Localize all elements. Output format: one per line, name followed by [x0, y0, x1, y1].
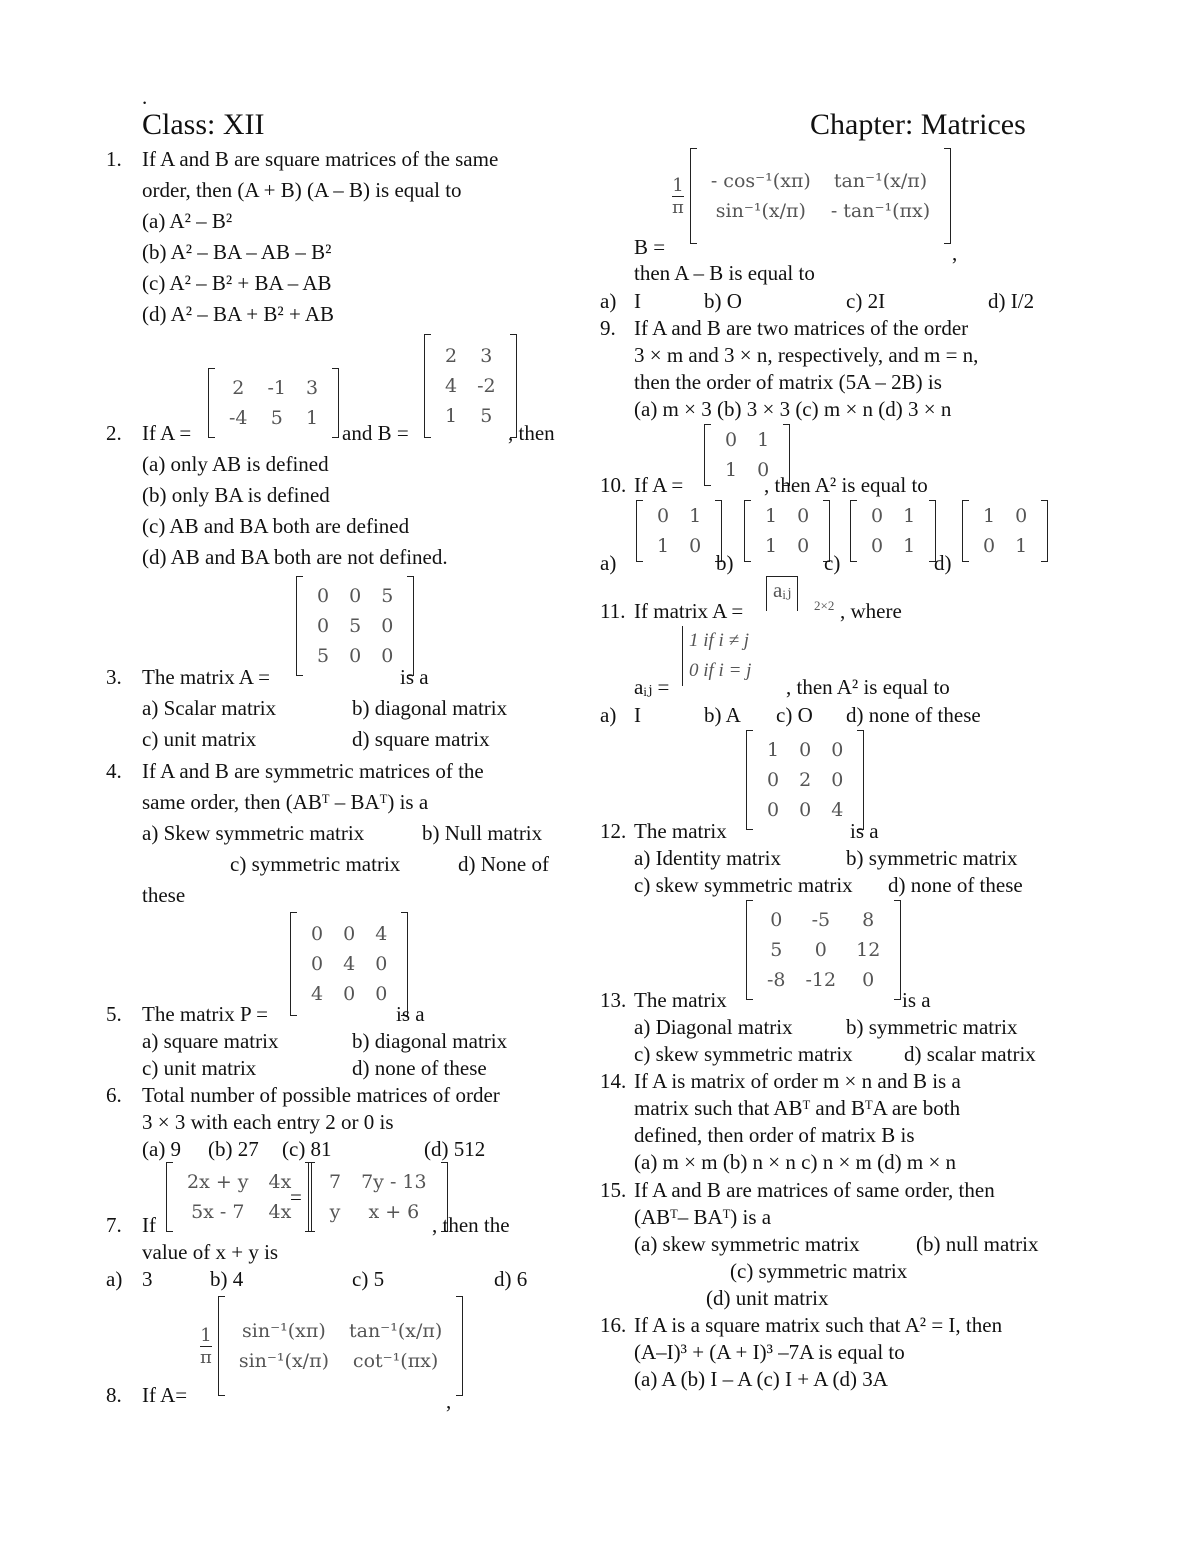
q7-suffix: , then the: [432, 1213, 510, 1237]
q4-text-1: If A and B are symmetric matrices of the: [142, 759, 484, 783]
q6-option-a: (a) 9: [142, 1137, 182, 1161]
matrix-entry: 5: [480, 405, 493, 427]
matrix-bracket: [290, 912, 297, 1016]
matrix-bracket: [218, 1296, 225, 1396]
matrix-entry: 0: [349, 645, 362, 667]
q10-prefix: If A =: [634, 473, 684, 497]
q9-options: (a) m × 3 (b) 3 × 3 (c) m × n (d) 3 × n: [634, 397, 952, 421]
q11-suffix: , where: [840, 599, 902, 623]
matrix-row: [973, 531, 1037, 561]
matrix-row: [219, 403, 328, 433]
q2-option-a: (a) only AB is defined: [142, 452, 329, 476]
q8-b-suffix: ,: [952, 241, 958, 265]
matrix-entry: 1: [657, 535, 670, 557]
q10-option-c-matrix: [850, 500, 936, 562]
q1-text-2: order, then (A + B) (A – B) is equal to: [142, 178, 462, 202]
q2-option-b: (b) only BA is defined: [142, 483, 330, 507]
matrix-row: [435, 401, 506, 431]
matrix-row: [755, 531, 819, 561]
chapter-heading: Chapter: Matrices: [810, 108, 1026, 141]
q3-option-a: a) Scalar matrix: [142, 696, 277, 720]
matrix-entry: sin⁻¹(xπ): [242, 1320, 326, 1342]
matrix-entry: 0: [862, 969, 875, 991]
matrix-entry: 1: [983, 505, 996, 527]
q11-prefix: If matrix A =: [634, 599, 744, 623]
q5-option-a: a) square matrix: [142, 1029, 279, 1053]
matrix-entry: 0: [799, 739, 812, 761]
q16-options: (a) A (b) I – A (c) I + A (d) 3A: [634, 1367, 888, 1391]
matrix-bracket: [332, 368, 339, 438]
q10-option-a-matrix: [636, 500, 722, 562]
q16-text-2: (A–I)³ + (A + I)³ –7A is equal to: [634, 1340, 905, 1364]
q15-option-c: (c) symmetric matrix: [730, 1259, 908, 1283]
matrix-entry: 4x: [268, 1201, 292, 1223]
q16-text-1: If A is a square matrix such that A² = I, then: [634, 1313, 1003, 1337]
q5-option-c: c) unit matrix: [142, 1056, 257, 1080]
q2-middle: and B =: [342, 421, 409, 445]
matrix-entry: 0: [381, 645, 394, 667]
q1-text-1: If A and B are square matrices of the same: [142, 147, 499, 171]
q8-option-b: b) O: [704, 289, 742, 313]
q5-suffix: is a: [396, 1002, 425, 1026]
q7-text-2: value of x + y is: [142, 1240, 279, 1264]
q2-suffix: , then: [508, 421, 555, 445]
matrix-row: [177, 1197, 301, 1227]
q12-option-d: d) none of these: [888, 873, 1023, 897]
q2-matrix-a: [208, 368, 339, 438]
q15-option-a: (a) skew symmetric matrix: [634, 1232, 860, 1256]
q3-matrix: [296, 576, 414, 676]
q11-suffix-2: , then A² is equal to: [786, 675, 950, 699]
matrix-entry: 0: [797, 535, 810, 557]
matrix-row: [177, 1167, 301, 1197]
matrix-entry: 1: [903, 535, 916, 557]
matrix-body: [229, 1316, 452, 1376]
q10-option-a-label: a): [600, 551, 617, 575]
matrix-entry: cot⁻¹(πx): [352, 1350, 439, 1372]
matrix-body: [755, 501, 819, 561]
matrix-entry: 0: [770, 909, 783, 931]
matrix-entry: 1: [689, 505, 702, 527]
matrix-entry: 0: [317, 585, 330, 607]
q12-prefix: The matrix: [634, 819, 727, 843]
q13-option-c: c) skew symmetric matrix: [634, 1042, 853, 1066]
matrix-scalar: π: [672, 196, 684, 218]
matrix-row: [701, 166, 940, 196]
q4-option-d-cont: these: [142, 883, 186, 907]
q8-option-c: c) 2I: [846, 289, 886, 313]
matrix-entry: 0: [725, 429, 738, 451]
q5-prefix: The matrix P =: [142, 1002, 268, 1026]
matrix-entry: 0: [757, 459, 770, 481]
matrix-entry: tan⁻¹(x/π): [833, 170, 928, 192]
q14-text-3: defined, then order of matrix B is: [634, 1123, 915, 1147]
matrix-bracket: [704, 424, 711, 486]
q2-prefix: If A =: [142, 421, 192, 445]
q11-option-c: c) O: [776, 703, 813, 727]
q15-number: 15.: [600, 1178, 627, 1202]
q2-matrix-b: [424, 334, 517, 438]
q4-text-2: same order, then (ABᵀ – BAᵀ) is a: [142, 790, 429, 814]
q1-option-b: (b) A² – BA – AB – B²: [142, 240, 332, 264]
matrix-row: [757, 905, 890, 935]
matrix-row: [757, 965, 890, 995]
matrix-entry: 0: [375, 983, 388, 1005]
matrix-entry: 4: [445, 375, 458, 397]
matrix-body: [861, 501, 925, 561]
q4-option-a: a) Skew symmetric matrix: [142, 821, 365, 845]
matrix-entry: 0: [799, 799, 812, 821]
matrix-entry: 7y - 13: [361, 1171, 427, 1193]
matrix-body: [701, 166, 940, 226]
q7-option-c: c) 5: [352, 1267, 385, 1291]
q11-option-d: d) none of these: [846, 703, 981, 727]
matrix-entry: 4x: [268, 1171, 292, 1193]
q1-number: 1.: [106, 147, 122, 171]
matrix-bracket: [407, 576, 414, 676]
q6-option-b: (b) 27: [208, 1137, 259, 1161]
matrix-body: [647, 501, 711, 561]
matrix-row: [757, 935, 890, 965]
q14-text-1: If A is matrix of order m × n and B is a: [634, 1069, 961, 1093]
matrix-body: [307, 581, 403, 671]
q11-aij: aᵢⱼ: [766, 576, 798, 611]
q3-option-b: b) diagonal matrix: [352, 696, 508, 720]
matrix-entry: x + 6: [368, 1201, 420, 1223]
matrix-scalar: 1: [672, 174, 684, 196]
q6-text-1: Total number of possible matrices of order: [142, 1083, 500, 1107]
q13-prefix: The matrix: [634, 988, 727, 1012]
matrix-entry: 4: [375, 923, 388, 945]
q8-matrix-b: [672, 148, 951, 244]
q10-option-b-label: b): [716, 551, 734, 575]
matrix-body: [177, 1167, 301, 1227]
matrix-entry: 0: [343, 983, 356, 1005]
q11-aij-prefix: aᵢⱼ =: [634, 675, 670, 699]
matrix-row: [701, 196, 940, 226]
matrix-row: [757, 765, 853, 795]
matrix-row: [647, 501, 711, 531]
matrix-row: [973, 501, 1037, 531]
matrix-row: [757, 735, 853, 765]
matrix-entry: 0: [657, 505, 670, 527]
q16-number: 16.: [600, 1313, 627, 1337]
matrix-entry: 5: [770, 939, 783, 961]
q10-option-c-label: c): [824, 551, 841, 575]
matrix-bracket: [944, 148, 951, 244]
q8-number: 8.: [106, 1383, 122, 1407]
matrix-row: [755, 501, 819, 531]
q8-matrix-a: [200, 1296, 463, 1396]
matrix-bracket: [690, 148, 697, 244]
q6-number: 6.: [106, 1083, 122, 1107]
q13-option-d: d) scalar matrix: [904, 1042, 1036, 1066]
matrix-entry: 1: [767, 739, 780, 761]
matrix-entry: 0: [767, 769, 780, 791]
matrix-scalar: [200, 1325, 212, 1368]
matrix-scalar: [672, 175, 684, 218]
matrix-entry: 0: [343, 923, 356, 945]
matrix-entry: 1: [445, 405, 458, 427]
q9-text-2: 3 × m and 3 × n, respectively, and m = n,: [634, 343, 979, 367]
matrix-bracket: [857, 730, 864, 830]
matrix-entry: 0: [349, 585, 362, 607]
matrix-entry: 0: [831, 739, 844, 761]
matrix-entry: 5: [381, 585, 394, 607]
q7-matrix-right: [308, 1162, 448, 1232]
matrix-entry: 0: [1015, 505, 1028, 527]
q12-matrix: [746, 730, 864, 830]
matrix-entry: 3: [306, 377, 319, 399]
matrix-entry: 0: [814, 939, 827, 961]
q10-suffix: , then A² is equal to: [764, 473, 928, 497]
matrix-entry: 0: [689, 535, 702, 557]
matrix-row: [319, 1197, 437, 1227]
matrix-entry: 12: [856, 939, 881, 961]
matrix-row: [307, 641, 403, 671]
q12-option-b: b) symmetric matrix: [846, 846, 1018, 870]
matrix-bracket: [1041, 500, 1048, 562]
matrix-entry: 4: [831, 799, 844, 821]
matrix-entry: 4: [343, 953, 356, 975]
matrix-entry: 0: [871, 535, 884, 557]
matrix-entry: 7: [329, 1171, 342, 1193]
matrix-row: [715, 425, 779, 455]
matrix-bracket: [746, 900, 753, 1000]
matrix-entry: -12: [805, 969, 837, 991]
q2-option-d: (d) AB and BA both are not defined.: [142, 545, 448, 569]
q10-number: 10.: [600, 473, 627, 497]
q8-option-a: I: [634, 289, 641, 313]
q3-number: 3.: [106, 665, 122, 689]
matrix-body: [319, 1167, 437, 1227]
matrix-entry: 2: [232, 377, 245, 399]
q11-option-a-label: a): [600, 703, 617, 727]
matrix-entry: -4: [229, 407, 248, 429]
q14-text-2: matrix such that ABᵀ and BᵀA are both: [634, 1096, 961, 1120]
q7-prefix: If: [142, 1213, 156, 1237]
header-dot: .: [142, 85, 148, 109]
q13-matrix: [746, 900, 901, 1000]
q1-option-d: (d) A² – BA + B² + AB: [142, 302, 335, 326]
q10-option-d-matrix: [962, 500, 1048, 562]
q13-number: 13.: [600, 988, 627, 1012]
q9-text-3: then the order of matrix (5A – 2B) is: [634, 370, 942, 394]
matrix-entry: 2: [445, 345, 458, 367]
matrix-entry: 1: [765, 535, 778, 557]
q12-suffix: is a: [850, 819, 879, 843]
matrix-entry: 5: [349, 615, 362, 637]
matrix-row: [861, 501, 925, 531]
matrix-bracket: [208, 368, 215, 438]
matrix-entry: -2: [477, 375, 496, 397]
q5-option-b: b) diagonal matrix: [352, 1029, 508, 1053]
q6-option-d: (d) 512: [424, 1137, 486, 1161]
matrix-entry: 3: [480, 345, 493, 367]
matrix-entry: 0: [767, 799, 780, 821]
matrix-entry: 1: [1015, 535, 1028, 557]
matrix-bracket: [746, 730, 753, 830]
matrix-bracket: [636, 500, 643, 562]
matrix-row: [229, 1316, 452, 1346]
matrix-bracket: [296, 576, 303, 676]
q8-option-a-label: a): [600, 289, 617, 313]
q10-option-d-label: d): [934, 551, 952, 575]
matrix-entry: 0: [871, 505, 884, 527]
matrix-entry: 0: [317, 615, 330, 637]
matrix-body: [757, 905, 890, 995]
matrix-entry: 0: [983, 535, 996, 557]
matrix-row: [435, 371, 506, 401]
q14-options: (a) m × m (b) n × n c) n × m (d) m × n: [634, 1150, 957, 1174]
q4-option-c: c) symmetric matrix: [230, 852, 401, 876]
matrix-entry: 1: [725, 459, 738, 481]
q11-option-a: I: [634, 703, 641, 727]
q1-option-a: (a) A² – B²: [142, 209, 233, 233]
q8-prefix: If A=: [142, 1383, 188, 1407]
matrix-body: [973, 501, 1037, 561]
matrix-entry: 4: [311, 983, 324, 1005]
matrix-row: [301, 979, 397, 1009]
q7-number: 7.: [106, 1213, 122, 1237]
matrix-entry: 0: [375, 953, 388, 975]
q11-number: 11.: [600, 599, 626, 623]
matrix-bracket: [308, 1162, 315, 1232]
matrix-row: [301, 949, 397, 979]
matrix-entry: tan⁻¹(x/π): [348, 1320, 443, 1342]
matrix-body: [301, 919, 397, 1009]
q5-number: 5.: [106, 1002, 122, 1026]
q15-option-b: (b) null matrix: [916, 1232, 1039, 1256]
matrix-row: [319, 1167, 437, 1197]
matrix-bracket: [166, 1162, 173, 1232]
matrix-entry: 0: [381, 615, 394, 637]
matrix-entry: -8: [767, 969, 786, 991]
q3-option-d: d) square matrix: [352, 727, 490, 751]
matrix-row: [307, 611, 403, 641]
matrix-body: [757, 735, 853, 825]
matrix-row: [219, 373, 328, 403]
matrix-entry: sin⁻¹(x/π): [238, 1350, 329, 1372]
matrix-entry: 5: [317, 645, 330, 667]
q4-number: 4.: [106, 759, 122, 783]
matrix-bracket: [962, 500, 969, 562]
matrix-row: [861, 531, 925, 561]
matrix-entry: 0: [311, 923, 324, 945]
q7-option-a-label: a): [106, 1267, 123, 1291]
matrix-entry: 0: [831, 769, 844, 791]
matrix-entry: 2: [799, 769, 812, 791]
q7-equals: =: [290, 1185, 302, 1209]
matrix-entry: -1: [267, 377, 287, 399]
q13-suffix: is a: [902, 988, 931, 1012]
matrix-body: [219, 373, 328, 433]
matrix-entry: 1: [757, 429, 770, 451]
matrix-entry: y: [329, 1201, 341, 1223]
matrix-bracket: [894, 900, 901, 1000]
matrix-row: [301, 919, 397, 949]
matrix-entry: 2x + y: [187, 1171, 249, 1193]
q13-option-a: a) Diagonal matrix: [634, 1015, 793, 1039]
q7-option-d: d) 6: [494, 1267, 528, 1291]
q15-text-1: If A and B are matrices of same order, then: [634, 1178, 995, 1202]
matrix-entry: 1: [903, 505, 916, 527]
q15-option-d: (d) unit matrix: [706, 1286, 829, 1310]
q7-option-a: 3: [142, 1267, 153, 1291]
q5-matrix: [290, 912, 408, 1016]
q6-option-c: (c) 81: [282, 1137, 332, 1161]
q10-option-b-matrix: [744, 500, 830, 562]
matrix-row: [435, 341, 506, 371]
q8-text-2: then A – B is equal to: [634, 261, 815, 285]
matrix-body: [435, 341, 506, 431]
q8-b-prefix: B =: [634, 235, 666, 259]
q12-option-a: a) Identity matrix: [634, 846, 781, 870]
matrix-entry: 1: [306, 407, 319, 429]
q2-option-c: (c) AB and BA both are defined: [142, 514, 410, 538]
matrix-entry: -5: [811, 909, 831, 931]
matrix-row: [647, 531, 711, 561]
matrix-bracket: [424, 334, 431, 438]
q3-prefix: The matrix A =: [142, 665, 270, 689]
matrix-entry: 8: [862, 909, 875, 931]
matrix-scalar: π: [200, 1346, 212, 1368]
matrix-bracket: [744, 500, 751, 562]
matrix-bracket: [456, 1296, 463, 1396]
q12-option-c: c) skew symmetric matrix: [634, 873, 853, 897]
q9-text-1: If A and B are two matrices of the order: [634, 316, 969, 340]
matrix-entry: - tan⁻¹(πx): [830, 200, 931, 222]
class-heading: Class: XII: [142, 108, 265, 141]
q5-option-d: d) none of these: [352, 1056, 487, 1080]
q13-option-b: b) symmetric matrix: [846, 1015, 1018, 1039]
matrix-scalar: 1: [200, 1324, 212, 1346]
q4-option-b: b) Null matrix: [422, 821, 543, 845]
q14-number: 14.: [600, 1069, 627, 1093]
q3-option-c: c) unit matrix: [142, 727, 257, 751]
q3-suffix: is a: [400, 665, 429, 689]
matrix-entry: sin⁻¹(x/π): [715, 200, 806, 222]
q7-option-b: b) 4: [210, 1267, 244, 1291]
q8-option-d: d) I/2: [988, 289, 1035, 313]
q4-option-d: d) None of: [458, 852, 549, 876]
q6-text-2: 3 × 3 with each entry 2 or 0 is: [142, 1110, 394, 1134]
matrix-row: [229, 1346, 452, 1376]
q11-cases: 1 if i ≠ j 0 if i = j: [682, 626, 751, 686]
matrix-entry: 0: [797, 505, 810, 527]
matrix-entry: 1: [765, 505, 778, 527]
matrix-entry: 0: [311, 953, 324, 975]
q9-number: 9.: [600, 316, 616, 340]
q8-suffix: ,: [446, 1389, 452, 1413]
q2-number: 2.: [106, 421, 122, 445]
matrix-row: [757, 795, 853, 825]
matrix-entry: 5: [270, 407, 283, 429]
q1-option-c: (c) A² – B² + BA – AB: [142, 271, 332, 295]
q12-number: 12.: [600, 819, 627, 843]
q15-text-2: (ABᵀ– BAᵀ) is a: [634, 1205, 772, 1229]
matrix-row: [307, 581, 403, 611]
matrix-bracket: [850, 500, 857, 562]
matrix-entry: - cos⁻¹(xπ): [710, 170, 811, 192]
q11-order: 2×2: [814, 598, 835, 613]
q11-option-b: b) A: [704, 703, 741, 727]
matrix-entry: 5x - 7: [191, 1201, 245, 1223]
